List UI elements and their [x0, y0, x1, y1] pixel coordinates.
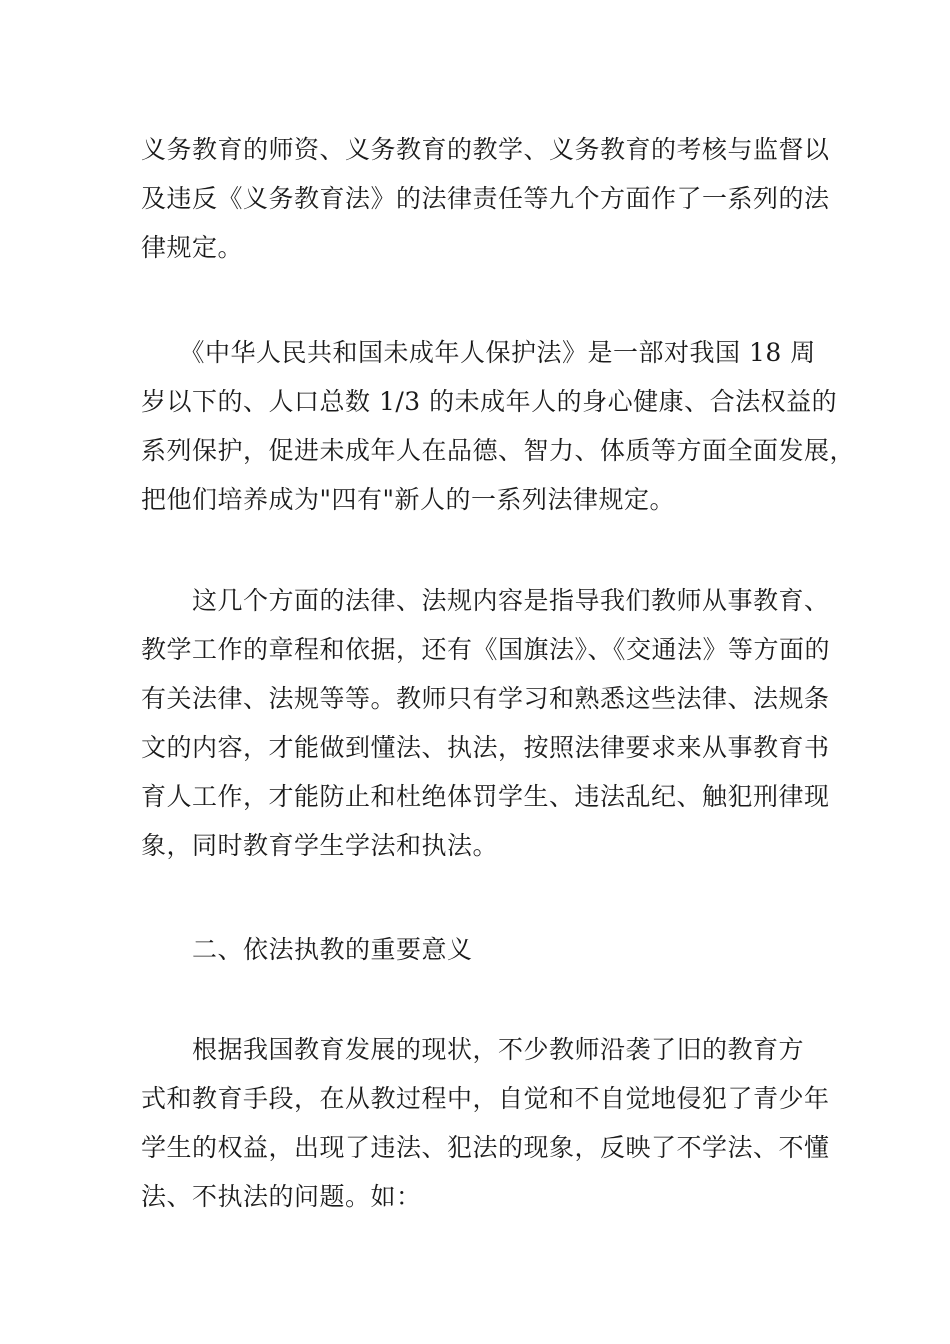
text-line: 把他们培养成为"四有"新人的一系列法律规定。 — [141, 485, 675, 514]
text-line: 有关法律、法规等等。教师只有学习和熟悉这些法律、法规条 — [141, 684, 830, 713]
text-line: 《中华人民共和国未成年人保护法》是一部对我国 18 周 — [141, 338, 816, 367]
text-line: 育人工作，才能防止和杜绝体罚学生、违法乱纪、触犯刑律现 — [141, 782, 830, 811]
text-line: 岁以下的、人口总数 1/3 的未成年人的身心健康、合法权益的 — [141, 387, 838, 416]
heading-line: 二、依法执教的重要意义 — [141, 935, 473, 964]
text-line: 学生的权益，出现了违法、犯法的现象，反映了不学法、不懂 — [141, 1133, 830, 1162]
text-line: 根据我国教育发展的现状，不少教师沿袭了旧的教育方 — [141, 1035, 805, 1064]
text-line: 及违反《义务教育法》的法律责任等九个方面作了一系列的法 — [141, 184, 830, 213]
text-line: 文的内容，才能做到懂法、执法，按照法律要求来从事教育书 — [141, 733, 830, 762]
text-line: 教学工作的章程和依据，还有《国旗法》、《交通法》等方面的 — [141, 635, 831, 664]
text-line: 这几个方面的法律、法规内容是指导我们教师从事教育、 — [141, 586, 830, 615]
text-line: 法、不执法的问题。如： — [141, 1182, 422, 1211]
text-line: 象，同时教育学生学法和执法。 — [141, 831, 499, 860]
text-line: 律规定。 — [141, 233, 244, 262]
text-line: 义务教育的师资、义务教育的教学、义务教育的考核与监督以 — [141, 135, 830, 164]
text-line: 式和教育手段，在从教过程中，自觉和不自觉地侵犯了青少年 — [141, 1084, 830, 1113]
text-line: 系列保护，促进未成年人在品德、智力、体质等方面全面发展， — [141, 436, 856, 465]
